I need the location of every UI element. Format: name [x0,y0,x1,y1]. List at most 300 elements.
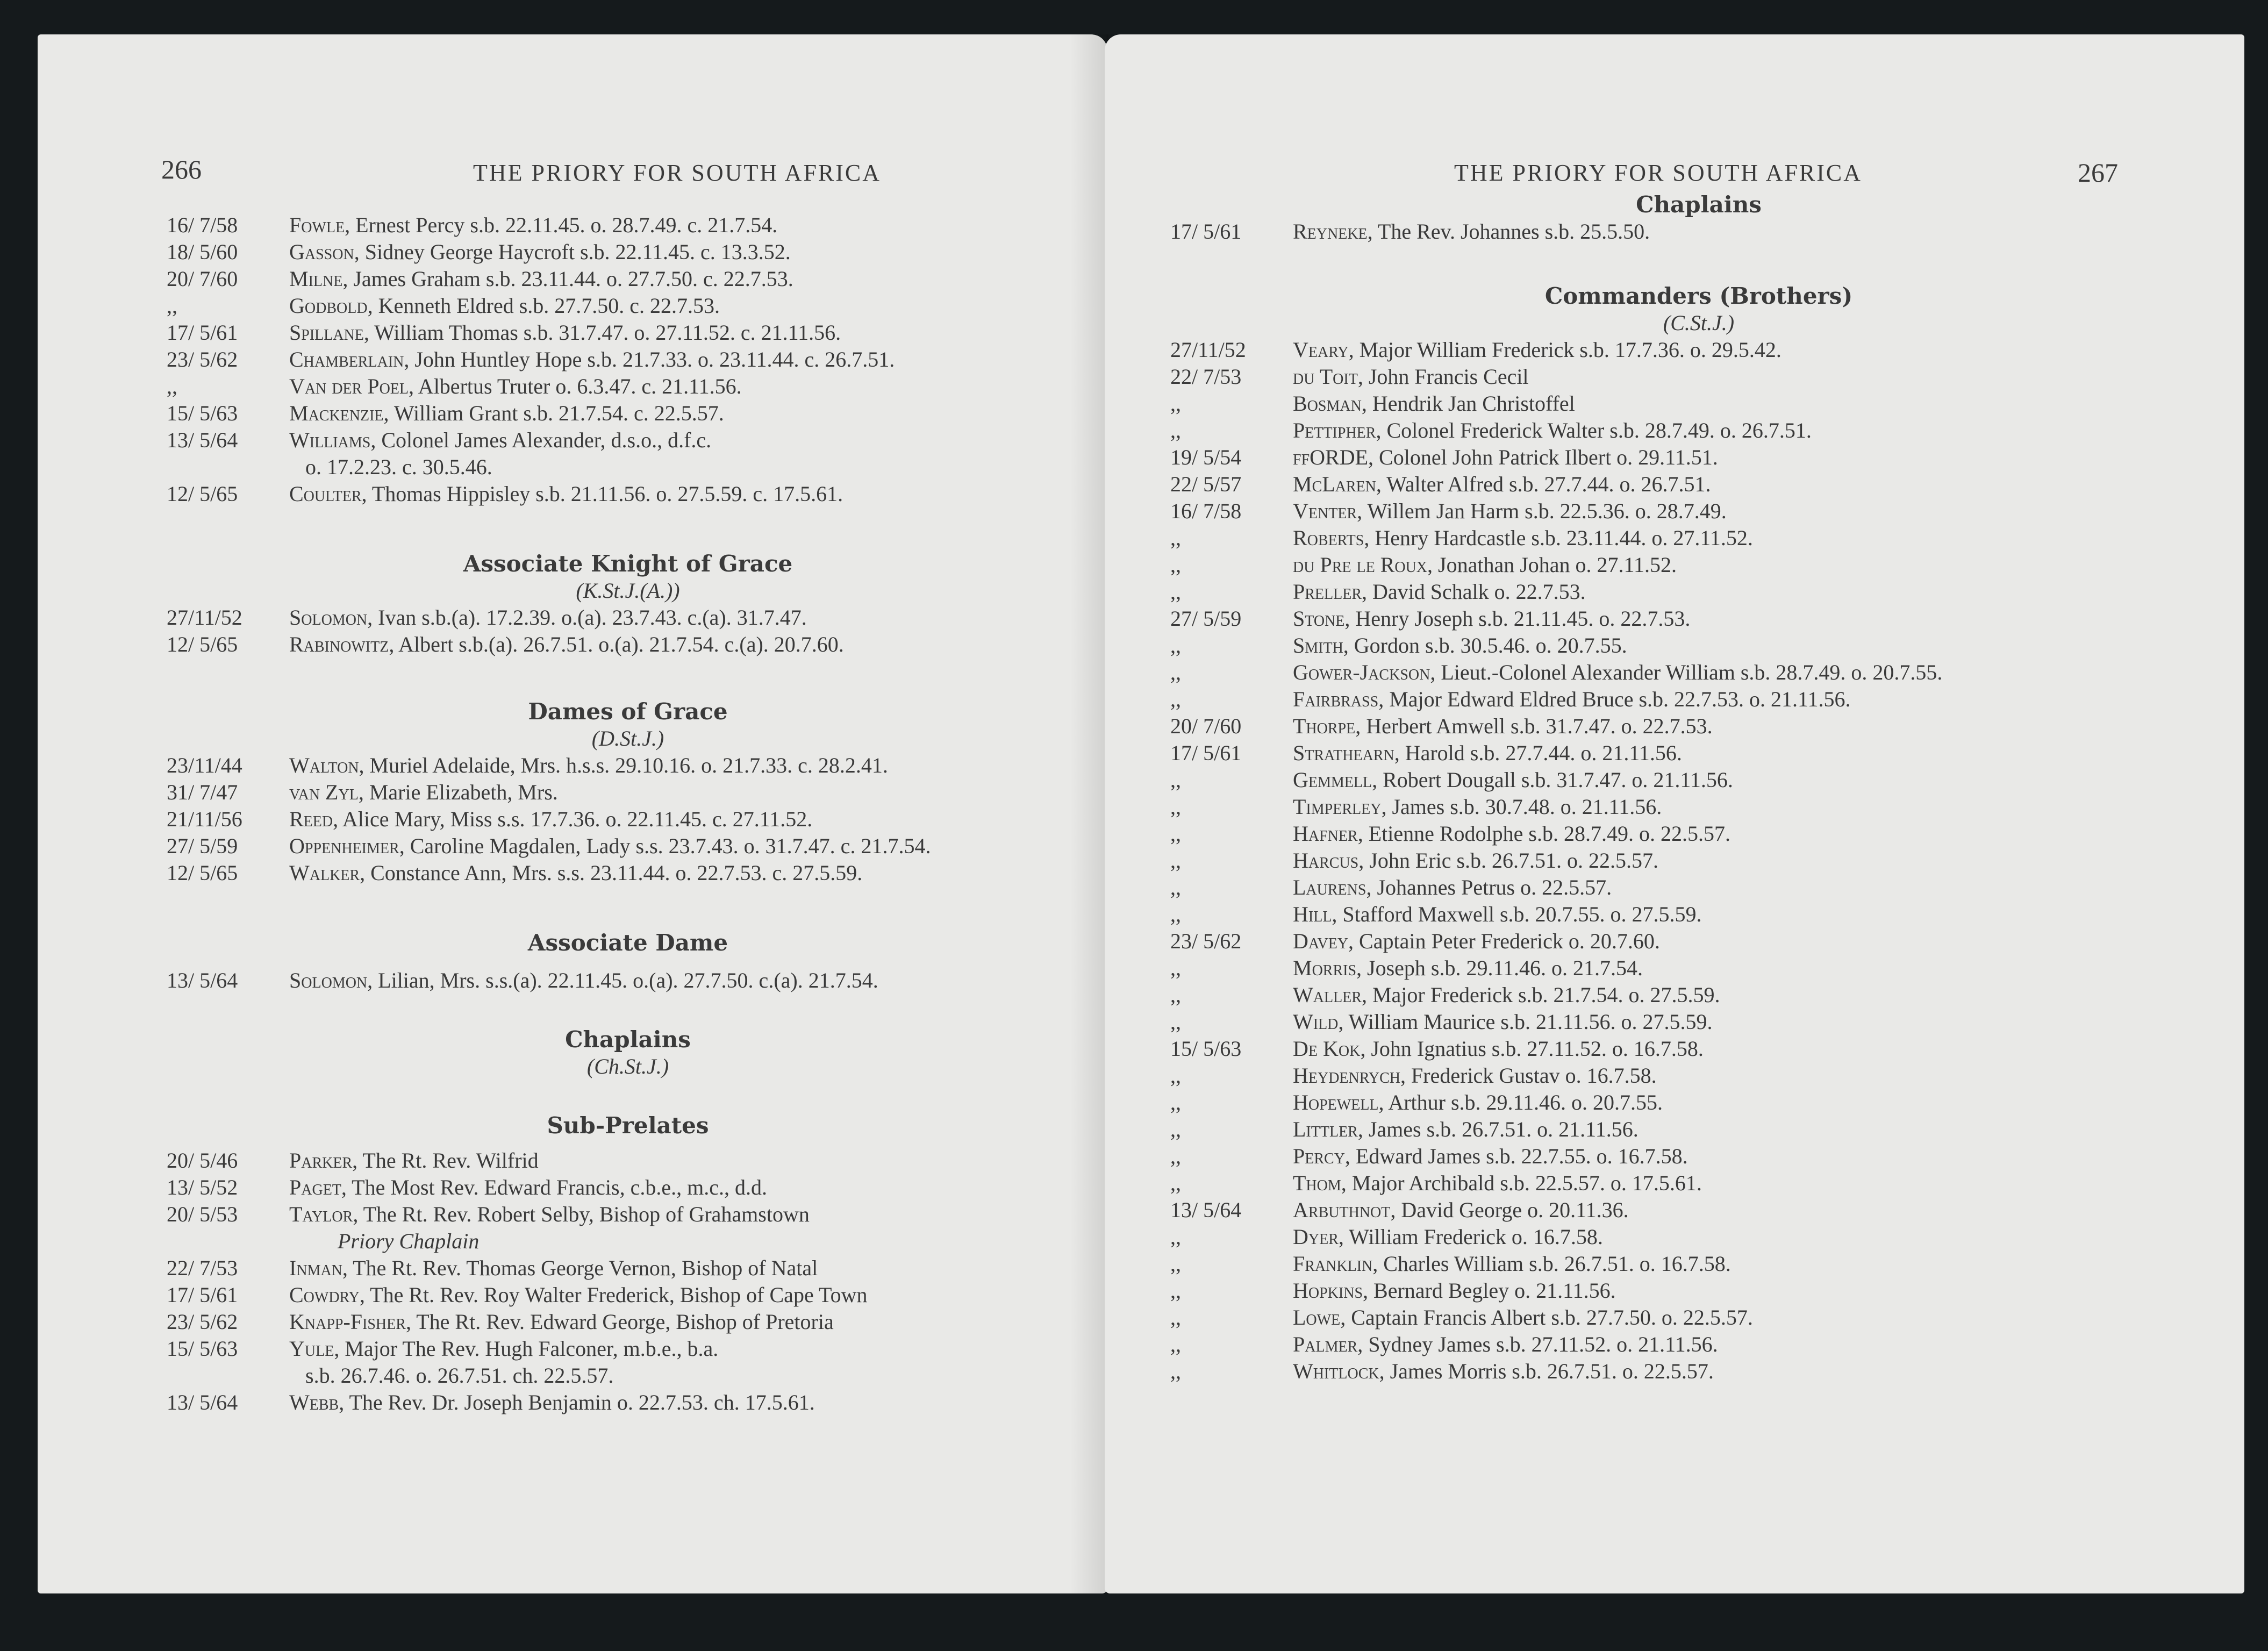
entry-surname: McLaren [1293,472,1376,496]
entry-details: , William Frederick o. 16.7.58. [1338,1225,1603,1249]
entry-name [289,481,1096,508]
entry-date: ,, [1170,1225,1181,1249]
entry-details: , William Maurice s.b. 21.11.56. o. 27.5.59. [1338,1010,1713,1034]
list-entry [1164,498,2234,525]
list-entry [160,1335,1096,1362]
entry-details: , Lilian, Mrs. s.s.(a). 22.11.45. o.(a). 27.7.50. c.(a). 21.7.54. [367,968,878,992]
list-entry [1164,632,2234,659]
entry-date: 20/ 5/46 [167,1148,238,1173]
entry-surname: Webb [289,1390,339,1414]
entry-details: , Sidney George Haycroft s.b. 22.11.45. c. 13.3.52. [354,240,791,264]
entry-date: ,, [1170,956,1181,980]
list-entry [1164,552,2234,578]
list-entry [1164,1358,2234,1385]
entry-date: ,, [1170,1305,1181,1330]
list-entry [1164,390,2234,417]
entry-surname: Laurens [1293,875,1366,899]
list-entry [1164,444,2234,471]
entry-name [289,631,1096,658]
entry-name [1293,1277,2234,1304]
entry-name [1293,605,2234,632]
list-entry [160,604,1096,631]
page-number: 266 [161,154,202,184]
entry-details: , The Most Rev. Edward Francis, c.b.e., m.c., d.d. [341,1175,767,1199]
list-entry [1164,578,2234,605]
entry-date: 23/ 5/62 [1170,929,1242,953]
page-number: 267 [2078,158,2118,188]
list-entry [160,967,1096,994]
list-entry [1164,337,2234,363]
entry-name [1293,498,2234,525]
entry-name [1293,1062,2234,1089]
entry-name [289,292,1096,319]
entry-name [1293,874,2234,901]
list-entry [1164,928,2234,955]
entry-details: , Henry Joseph s.b. 21.11.45. o. 22.7.53. [1344,606,1691,631]
entry-date: 19/ 5/54 [1170,445,1242,469]
entry-date: ,, [1170,418,1181,442]
entry-name [289,833,1096,860]
entry-surname: Reed [289,807,333,831]
list-entry [160,752,1096,779]
left-page [38,34,1107,1593]
list-entry [160,266,1096,292]
entry-surname: Rabinowitz [289,632,389,656]
list-entry [160,1201,1096,1228]
entry-name [1293,794,2234,820]
entry-name [1293,1035,2234,1062]
entry-date: 12/ 5/65 [167,482,238,506]
entry-name [1293,847,2234,874]
entry-surname: Godbold [289,294,368,318]
entry-name [1293,1250,2234,1277]
commanders-list [1164,337,2234,1385]
entry-name [1293,444,2234,471]
entry-date: ,, [1170,1252,1181,1276]
list-entry [1164,1116,2234,1143]
entry-details: , Major William Frederick s.b. 17.7.36. o. 29.5.42. [1348,338,1782,362]
entry-surname: Solomon [289,968,368,992]
running-head: THE PRIORY FOR SOUTH AFRICA [473,160,882,186]
entry-details: , Major The Rev. Hugh Falconer, m.b.e., b.a. [334,1336,719,1361]
entry-date: 20/ 7/60 [1170,714,1242,738]
entry-surname: Lowe [1293,1305,1341,1330]
entry-name [1293,363,2234,390]
entry-date: 27/ 5/59 [167,834,238,858]
entry-surname: Fowle [289,213,345,237]
entry-surname: Roberts [1293,526,1364,550]
entry-surname: Whitlock [1293,1359,1379,1383]
entry-date: 23/ 5/62 [167,347,238,371]
entry-details: , Sydney James s.b. 27.11.52. o. 21.11.56. [1357,1332,1718,1356]
entry-date: ,, [1170,1359,1181,1383]
entry-details: , Walter Alfred s.b. 27.7.44. o. 26.7.51. [1376,472,1711,496]
list-entry [1164,794,2234,820]
entry-date: 22/ 7/53 [1170,364,1242,389]
list-entry [160,292,1096,319]
entry-date: 13/ 5/64 [167,968,238,992]
entry-details: , Major Frederick s.b. 21.7.54. o. 27.5.59. [1361,983,1720,1007]
entry-name [289,806,1096,833]
entry-date: 22/ 7/53 [167,1256,238,1280]
entry-details: , Albertus Truter o. 6.3.47. c. 21.11.56. [409,374,742,398]
entry-surname: Davey [1293,929,1349,953]
entry-name [1293,659,2234,686]
entry-surname: Yule [289,1336,334,1361]
entry-date: 18/ 5/60 [167,240,238,264]
list-entry [160,1147,1096,1174]
entry-date: 31/ 7/47 [167,780,238,804]
entry-surname: Taylor [289,1202,353,1226]
entry-details: , James Graham s.b. 23.11.44. o. 27.7.50. c. 22.7.53. [342,267,793,291]
entry-details: , Etienne Rodolphe s.b. 28.7.49. o. 22.5.57. [1357,821,1730,846]
entry-surname: Heydenrych [1293,1063,1401,1088]
entry-date: 13/ 5/64 [1170,1198,1242,1222]
entry-date: ,, [1170,1332,1181,1356]
entry-date: 15/ 5/63 [167,1336,238,1361]
entry-name [1293,928,2234,955]
entry-date: 16/ 7/58 [1170,499,1242,523]
entry-details: , John Ignatius s.b. 27.11.52. o. 16.7.58. [1360,1037,1704,1061]
list-entry [1164,1277,2234,1304]
list-entry [160,1282,1096,1309]
list-entry [1164,901,2234,928]
entry-name [289,427,1096,454]
entry-details: , David George o. 20.11.36. [1390,1198,1629,1222]
entry-name [1293,471,2234,498]
entry-name [1293,982,2234,1009]
section-heading-associate-knight: Associate Knight of Grace [463,551,793,577]
list-entry [1164,713,2234,740]
entry-continuation: s.b. 26.7.46. o. 26.7.51. ch. 22.5.57. [305,1363,614,1388]
list-entry [1164,1224,2234,1250]
entry-details: , Captain Francis Albert s.b. 27.7.50. o. 22.5.57. [1340,1305,1753,1330]
entry-details: , Hendrik Jan Christoffel [1361,391,1575,416]
list-entry [160,1309,1096,1335]
entry-details: , Muriel Adelaide, Mrs. h.s.s. 29.10.16. o. 21.7.33. c. 28.2.41. [359,753,888,777]
list-entry [1164,1250,2234,1277]
list-entry [160,1174,1096,1201]
entry-details: , John Francis Cecil [1357,364,1529,389]
entry-name [289,752,1096,779]
entry-date: ,, [167,294,177,318]
entry-surname: Hopkins [1293,1278,1363,1303]
section-heading-sub-prelates: Sub-Prelates [547,1112,709,1139]
entry-name [1293,1009,2234,1035]
entry-date: ,, [1170,553,1181,577]
entry-name [289,860,1096,887]
entry-details: , Alice Mary, Miss s.s. 17.7.36. o. 22.11.45. c. 27.11.52. [333,807,813,831]
entry-surname: Solomon [289,605,368,630]
list-entry [1164,1170,2234,1197]
entry-name [1293,552,2234,578]
entry-surname: Paget [289,1175,341,1199]
entry-surname: Harcus [1293,848,1359,873]
entry-details: , The Rev. Dr. Joseph Benjamin o. 22.7.53. ch. 17.5.61. [339,1390,815,1414]
entry-details: , Harold s.b. 27.7.44. o. 21.11.56. [1394,741,1682,765]
entry-details: , Henry Hardcastle s.b. 23.11.44. o. 27.11.52. [1364,526,1753,550]
entry-name [289,346,1096,373]
entry-details: , Thomas Hippisley s.b. 21.11.56. o. 27.5.59. c. 17.5.61. [361,482,843,506]
list-entry [1164,982,2234,1009]
entry-surname: Franklin [1293,1252,1373,1276]
entry-surname: Coulter [289,482,362,506]
entry-details: , James s.b. 30.7.48. o. 21.11.56. [1381,795,1662,819]
entry-details: , Caroline Magdalen, Lady s.s. 23.7.43. o. 31.7.47. c. 21.7.54. [399,834,931,858]
entry-name [1293,525,2234,552]
entry-name [1293,767,2234,794]
entry-details: , James Morris s.b. 26.7.51. o. 22.5.57. [1379,1359,1714,1383]
entry-details: , The Rt. Rev. Wilfrid [352,1148,539,1173]
entry-surname: Arbuthnot [1293,1198,1391,1222]
entry-date: 20/ 7/60 [167,267,238,291]
entry-surname: Mackenzie [289,401,384,425]
list-entry [160,427,1096,454]
section-subheading: (D.St.J.) [591,726,664,751]
entry-name [289,266,1096,292]
entry-date: 17/ 5/61 [167,320,238,345]
entry-name [289,239,1096,266]
list-entry [160,833,1096,860]
entry-surname: Wild [1293,1010,1339,1034]
entry-date: ,, [1170,1063,1181,1088]
entry-surname: du Pre le Roux [1293,553,1428,577]
entry-name [1293,1116,2234,1143]
entry-details: , Albert s.b.(a). 26.7.51. o.(a). 21.7.54. c.(a). 20.7.60. [389,632,844,656]
section-heading-chaplains: Chaplains [1636,191,1762,218]
associate-knight-list [160,604,1096,658]
list-entry [1164,1197,2234,1224]
entry-surname: Preller [1293,580,1362,604]
entry-continuation: o. 17.2.23. c. 30.5.46. [305,455,492,479]
entry-surname: Knapp-Fisher [289,1310,406,1334]
list-entry [160,346,1096,373]
entry-date: ,, [1170,983,1181,1007]
entry-surname: Oppenheimer [289,834,399,858]
entry-date: ,, [1170,660,1181,684]
entry-name [1293,218,2234,245]
running-head: THE PRIORY FOR SOUTH AFRICA [1454,160,1863,186]
entry-details: , Robert Dougall s.b. 31.7.47. o. 21.11.56. [1372,768,1733,792]
entry-date: 27/11/52 [167,605,242,630]
entry-date: ,, [1170,848,1181,873]
entry-name [289,1389,1096,1416]
entry-name [289,1335,1096,1362]
list-entry [160,239,1096,266]
section-heading-dames: Dames of Grace [528,698,728,725]
entry-date: ,, [1170,1090,1181,1114]
list-entry [1164,659,2234,686]
list-entry [160,1389,1096,1416]
list-entry [1164,1009,2234,1035]
entry-date: 13/ 5/64 [167,428,238,452]
entry-surname: Cowdry [289,1283,360,1307]
entry-date: ,, [1170,526,1181,550]
entry-date: 17/ 5/61 [1170,741,1242,765]
entry-details: , Colonel James Alexander, d.s.o., d.f.c. [370,428,712,452]
entry-details: , Colonel John Patrick Ilbert o. 29.11.51. [1368,445,1718,469]
entry-date: 22/ 5/57 [1170,472,1242,496]
sub-prelates-list [160,1147,1096,1416]
entry-date: 13/ 5/64 [167,1390,238,1414]
right-page [1105,34,2244,1593]
entry-date: 12/ 5/65 [167,861,238,885]
entry-surname: De Kok [1293,1037,1361,1061]
section-heading-associate-dame: Associate Dame [527,930,728,956]
chaplains-list [1164,218,2234,245]
entry-date: ,, [1170,687,1181,711]
entry-date: ,, [1170,1171,1181,1195]
entry-surname: Hafner [1293,821,1358,846]
entry-details: , Charles William s.b. 26.7.51. o. 16.7.58. [1372,1252,1731,1276]
entry-surname: Timperley [1293,795,1382,819]
right-column [1164,191,2234,1385]
entry-surname: Palmer [1293,1332,1358,1356]
entry-surname: Spillane [289,320,364,345]
entry-name [1293,1224,2234,1250]
entry-details: , Constance Ann, Mrs. s.s. 23.11.44. o. 22.7.53. c. 27.5.59. [360,861,863,885]
entry-name [1293,1331,2234,1358]
entry-surname: van Zyl [289,780,359,804]
entry-date: ,, [1170,633,1181,657]
entry-details: , The Rt. Rev. Thomas George Vernon, Bishop of Natal [342,1256,818,1280]
entry-surname: Stone [1293,606,1345,631]
list-entry [160,631,1096,658]
list-entry [1164,471,2234,498]
section-subheading: (K.St.J.(A.)) [576,578,680,603]
entry-name [1293,1304,2234,1331]
entry-details: , Marie Elizabeth, Mrs. [358,780,558,804]
entry-name [289,1174,1096,1201]
list-entry [1164,820,2234,847]
entry-name [1293,390,2234,417]
entry-date: ,, [1170,580,1181,604]
section-subheading: (C.St.J.) [1663,311,1735,335]
entry-date: ,, [1170,1117,1181,1141]
entry-name [1293,417,2234,444]
entry-name [289,1201,1096,1228]
entry-surname: Gemmell [1293,768,1372,792]
entry-name [289,400,1096,427]
entry-note: Priory Chaplain [338,1229,480,1253]
entry-name [289,1282,1096,1309]
list-entry [1164,740,2234,767]
entry-details: , John Eric s.b. 26.7.51. o. 22.5.57. [1358,848,1659,873]
section-heading-chaplains: Chaplains [565,1026,691,1053]
entry-details: , Frederick Gustav o. 16.7.58. [1400,1063,1657,1088]
entry-surname: Bosman [1293,391,1362,416]
entry-name [1293,578,2234,605]
entry-surname: Thom [1293,1171,1341,1195]
entry-date: ,, [1170,1278,1181,1303]
entry-name [289,212,1096,239]
entry-date: 13/ 5/52 [167,1175,238,1199]
entry-details: , Jonathan Johan o. 27.11.52. [1427,553,1677,577]
list-entry [160,860,1096,887]
section-heading-commanders: Commanders (Brothers) [1544,283,1853,309]
entry-date: ,, [1170,391,1181,416]
entry-name [1293,1089,2234,1116]
entry-name [1293,1170,2234,1197]
entry-surname: Fairbrass [1293,687,1379,711]
entry-details: , Lieut.-Colonel Alexander William s.b. 28.7.49. o. 20.7.55. [1430,660,1943,684]
entry-surname: Williams [289,428,371,452]
entry-name [289,779,1096,806]
entry-surname: Strathearn [1293,741,1394,765]
entry-name [289,373,1096,400]
entry-date: ,, [1170,875,1181,899]
list-entry [1164,525,2234,552]
knights-list [160,212,1096,508]
entry-surname: Reyneke [1293,219,1368,244]
entry-date: 27/ 5/59 [1170,606,1242,631]
entry-date: ,, [167,374,177,398]
entry-details: , The Rt. Rev. Roy Walter Frederick, Bishop of Cape Town [359,1283,868,1307]
entry-surname: Milne [289,267,343,291]
entry-date: 23/ 5/62 [167,1310,238,1334]
entry-date: ,, [1170,1010,1181,1034]
entry-surname: Parker [289,1148,353,1173]
entry-details: , Edward James s.b. 22.7.55. o. 16.7.58. [1344,1144,1688,1168]
list-entry [160,373,1096,400]
list-entry [1164,1143,2234,1170]
entry-surname: Walker [289,861,360,885]
entry-surname: du Toit [1293,364,1358,389]
entry-details: , Arthur s.b. 29.11.46. o. 20.7.55. [1378,1090,1663,1114]
list-entry [1164,1089,2234,1116]
entry-surname: Littler [1293,1117,1358,1141]
entry-surname: Gasson [289,240,354,264]
entry-name [1293,820,2234,847]
entry-name [1293,901,2234,928]
entry-details: , The Rt. Rev. Robert Selby, Bishop of Grahamstown [353,1202,810,1226]
entry-details: , David Schalk o. 22.7.53. [1362,580,1586,604]
entry-surname: Dyer [1293,1225,1339,1249]
entry-date: 17/ 5/61 [167,1283,238,1307]
entry-details: , Major Archibald s.b. 22.5.57. o. 17.5.61. [1341,1171,1702,1195]
list-entry [160,319,1096,346]
entry-details: , Willem Jan Harm s.b. 22.5.36. o. 28.7.49. [1357,499,1727,523]
entry-date: 21/11/56 [167,807,242,831]
list-entry [160,806,1096,833]
entry-surname: Percy [1293,1144,1345,1168]
entry-details: , Gordon s.b. 30.5.46. o. 20.7.55. [1343,633,1627,657]
entry-details: , William Thomas s.b. 31.7.47. o. 27.11.52. c. 21.11.56. [363,320,841,345]
list-entry [1164,874,2234,901]
list-entry [1164,1035,2234,1062]
entry-date: 12/ 5/65 [167,632,238,656]
left-column [160,212,1096,1416]
entry-details: , Captain Peter Frederick o. 20.7.60. [1348,929,1660,953]
dames-list [160,752,1096,887]
entry-details: , William Grant s.b. 21.7.54. c. 22.5.57. [383,401,724,425]
entry-surname: Inman [289,1256,342,1280]
list-entry [1164,847,2234,874]
entry-name [289,1255,1096,1282]
entry-details: , James s.b. 26.7.51. o. 21.11.56. [1357,1117,1639,1141]
entry-details: , John Huntley Hope s.b. 21.7.33. o. 23.11.44. c. 26.7.51. [404,347,895,371]
entry-name [1293,955,2234,982]
entry-details: , Herbert Amwell s.b. 31.7.47. o. 22.7.53. [1355,714,1713,738]
entry-surname: Gower-Jackson [1293,660,1430,684]
entry-name [1293,337,2234,363]
entry-surname: Thorpe [1293,714,1356,738]
list-entry [1164,605,2234,632]
entry-details: , Bernard Begley o. 21.11.56. [1363,1278,1616,1303]
entry-name [289,319,1096,346]
entry-details: , The Rev. Johannes s.b. 25.5.50. [1367,219,1650,244]
entry-date: 15/ 5/63 [1170,1037,1242,1061]
